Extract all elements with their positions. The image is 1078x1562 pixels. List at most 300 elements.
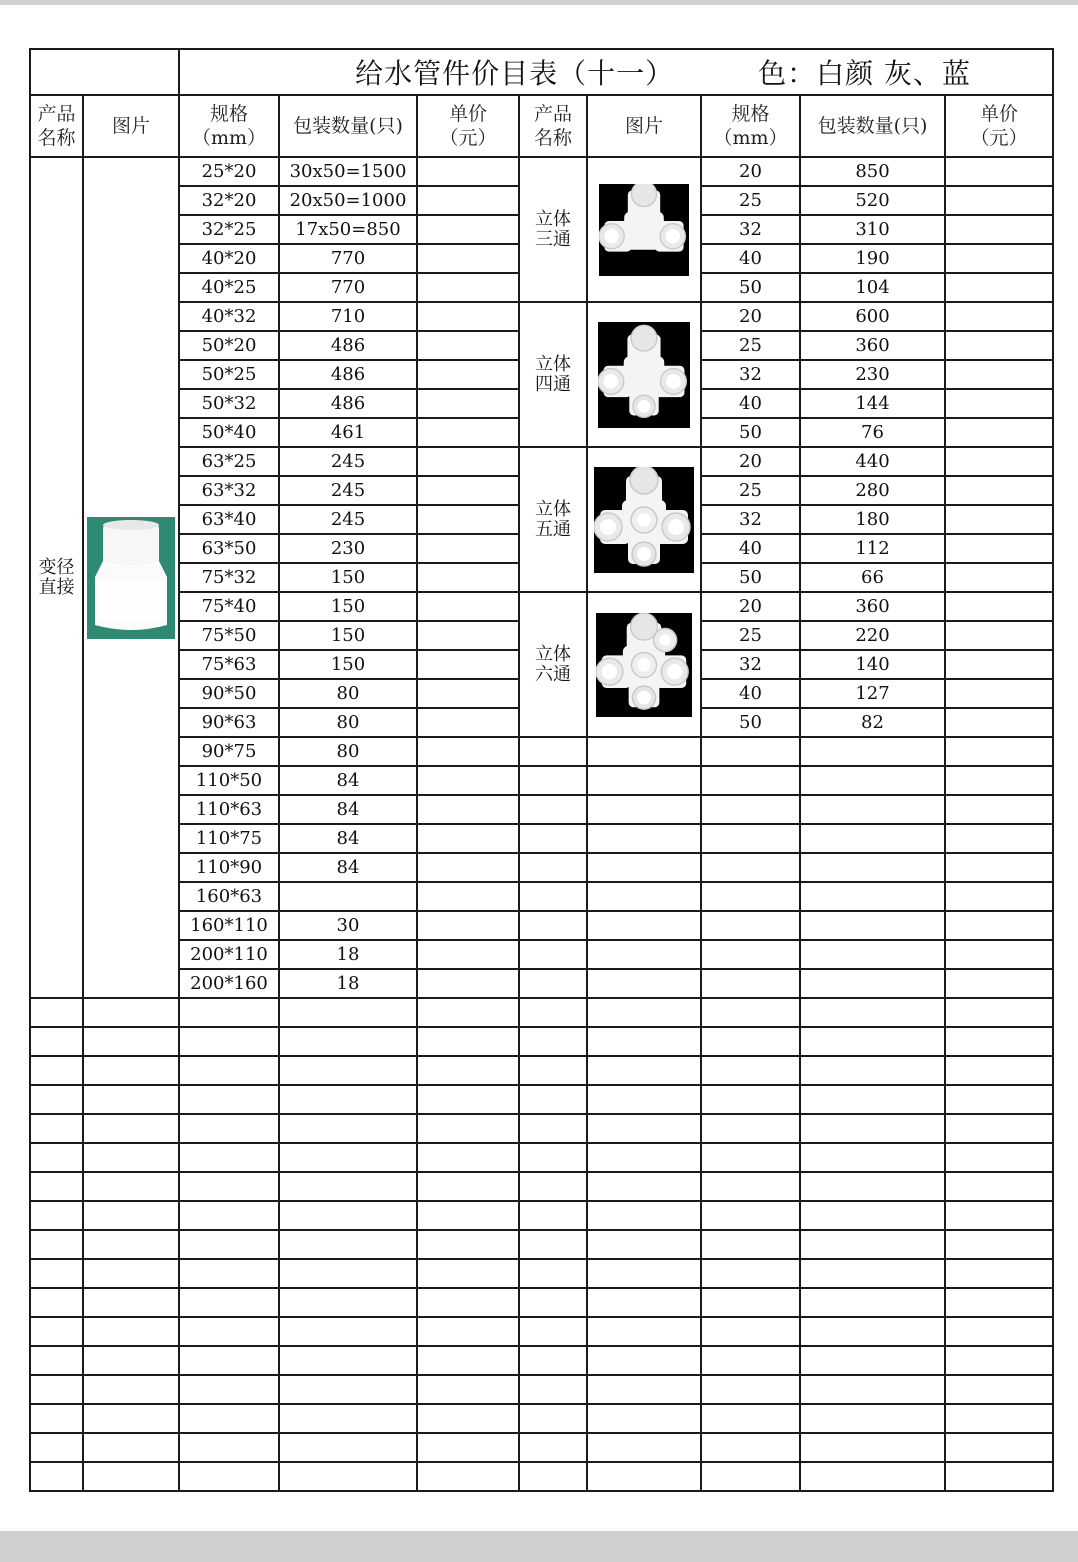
empty-cell: [701, 1056, 800, 1085]
right-spec-cell: 50: [701, 708, 800, 737]
empty-cell: [417, 998, 519, 1027]
right-spec-cell: 25: [701, 476, 800, 505]
empty-cell: [179, 1433, 279, 1462]
3d-tee-photo: [587, 157, 701, 302]
right-qty-cell: 82: [800, 708, 945, 737]
empty-cell: [800, 737, 945, 766]
empty-cell: [30, 1027, 83, 1056]
left-qty-cell: 770: [279, 244, 417, 273]
left-spec-cell: 25*20: [179, 157, 279, 186]
empty-cell: [30, 1346, 83, 1375]
left-qty-cell: 486: [279, 360, 417, 389]
left-qty-cell: 18: [279, 940, 417, 969]
table-row: [30, 592, 1053, 621]
bottom-edge-bar: [0, 1531, 1078, 1562]
empty-cell: [179, 1201, 279, 1230]
empty-cell: [519, 1201, 587, 1230]
empty-cell: [179, 1462, 279, 1491]
empty-row: [30, 1172, 1053, 1201]
empty-cell: [417, 1114, 519, 1143]
left-price-cell: [417, 534, 519, 563]
empty-cell: [945, 1317, 1053, 1346]
empty-cell: [83, 1259, 179, 1288]
left-product-photo-cell: [83, 157, 179, 998]
empty-cell: [587, 1172, 701, 1201]
empty-cell: [587, 998, 701, 1027]
left-price-cell: [417, 186, 519, 215]
left-price-cell: [417, 737, 519, 766]
table-row: [30, 911, 1053, 940]
left-spec-cell: 200*160: [179, 969, 279, 998]
left-spec-cell: 40*32: [179, 302, 279, 331]
empty-cell: [30, 1172, 83, 1201]
left-spec-cell: 50*20: [179, 331, 279, 360]
empty-cell: [800, 1201, 945, 1230]
empty-cell: [279, 1056, 417, 1085]
table-title: 给水管件价目表（十一）: [355, 57, 675, 90]
empty-cell: [179, 1288, 279, 1317]
empty-cell: [701, 1201, 800, 1230]
empty-cell: [945, 1056, 1053, 1085]
empty-cell: [519, 795, 587, 824]
empty-cell: [587, 1085, 701, 1114]
empty-cell: [800, 1143, 945, 1172]
empty-cell: [417, 1056, 519, 1085]
header-left-price: 单价 （元）: [417, 95, 519, 157]
left-qty-cell: 30x50=1500: [279, 157, 417, 186]
empty-cell: [179, 1172, 279, 1201]
left-qty-cell: 84: [279, 824, 417, 853]
empty-cell: [417, 1172, 519, 1201]
empty-cell: [800, 1462, 945, 1491]
left-spec-cell: 63*32: [179, 476, 279, 505]
left-qty-cell: 84: [279, 795, 417, 824]
right-spec-cell: 20: [701, 302, 800, 331]
empty-cell: [417, 1201, 519, 1230]
empty-cell: [519, 1288, 587, 1317]
left-price-cell: [417, 476, 519, 505]
left-price-cell: [417, 418, 519, 447]
empty-cell: [587, 1317, 701, 1346]
right-qty-cell: 112: [800, 534, 945, 563]
empty-cell: [417, 1346, 519, 1375]
right-product-name: 立体 三通: [519, 157, 587, 302]
left-spec-cell: 160*110: [179, 911, 279, 940]
empty-cell: [587, 824, 701, 853]
empty-cell: [30, 1114, 83, 1143]
empty-cell: [945, 1114, 1053, 1143]
right-spec-cell: 32: [701, 360, 800, 389]
empty-cell: [701, 824, 800, 853]
header-right-spec: 规格 （mm）: [701, 95, 800, 157]
empty-cell: [519, 969, 587, 998]
left-spec-cell: 40*25: [179, 273, 279, 302]
empty-cell: [519, 1259, 587, 1288]
empty-cell: [30, 1230, 83, 1259]
right-price-cell: [945, 244, 1053, 273]
empty-cell: [945, 766, 1053, 795]
left-price-cell: [417, 911, 519, 940]
color-label: 色：白颜 灰、蓝: [758, 57, 971, 90]
right-price-cell: [945, 476, 1053, 505]
empty-cell: [83, 1201, 179, 1230]
right-price-cell: [945, 679, 1053, 708]
empty-cell: [701, 1288, 800, 1317]
empty-cell: [279, 1259, 417, 1288]
right-qty-cell: 190: [800, 244, 945, 273]
left-spec-cell: 75*32: [179, 563, 279, 592]
left-qty-cell: 150: [279, 563, 417, 592]
empty-cell: [519, 1085, 587, 1114]
empty-cell: [587, 795, 701, 824]
left-qty-cell: 486: [279, 331, 417, 360]
empty-cell: [800, 998, 945, 1027]
empty-cell: [279, 1027, 417, 1056]
empty-cell: [800, 1259, 945, 1288]
empty-cell: [701, 940, 800, 969]
left-price-cell: [417, 882, 519, 911]
right-spec-cell: 40: [701, 389, 800, 418]
left-qty-cell: 80: [279, 737, 417, 766]
right-qty-cell: 104: [800, 273, 945, 302]
empty-cell: [587, 1056, 701, 1085]
empty-cell: [417, 1230, 519, 1259]
empty-cell: [179, 1143, 279, 1172]
empty-cell: [519, 1114, 587, 1143]
left-qty-cell: 18: [279, 969, 417, 998]
price-table: [29, 48, 1054, 1492]
empty-cell: [701, 1317, 800, 1346]
empty-cell: [179, 1230, 279, 1259]
empty-cell: [800, 853, 945, 882]
right-qty-cell: 360: [800, 331, 945, 360]
right-qty-cell: 76: [800, 418, 945, 447]
right-product-name: 立体 五通: [519, 447, 587, 592]
table-row: [30, 882, 1053, 911]
left-spec-cell: 90*63: [179, 708, 279, 737]
left-price-cell: [417, 563, 519, 592]
empty-cell: [83, 1114, 179, 1143]
left-spec-cell: 32*25: [179, 215, 279, 244]
table-row: [30, 795, 1053, 824]
empty-cell: [701, 1259, 800, 1288]
right-qty-cell: 360: [800, 592, 945, 621]
empty-cell: [519, 882, 587, 911]
empty-cell: [83, 1027, 179, 1056]
left-qty-cell: 710: [279, 302, 417, 331]
empty-cell: [519, 824, 587, 853]
right-price-cell: [945, 592, 1053, 621]
left-spec-cell: 110*63: [179, 795, 279, 824]
empty-cell: [279, 998, 417, 1027]
empty-cell: [945, 1462, 1053, 1491]
left-price-cell: [417, 940, 519, 969]
empty-cell: [279, 1375, 417, 1404]
right-qty-cell: 140: [800, 650, 945, 679]
left-spec-cell: 50*40: [179, 418, 279, 447]
empty-row: [30, 1085, 1053, 1114]
empty-cell: [701, 882, 800, 911]
empty-cell: [587, 1288, 701, 1317]
empty-row: [30, 1346, 1053, 1375]
left-price-cell: [417, 969, 519, 998]
empty-cell: [83, 1462, 179, 1491]
empty-row: [30, 1230, 1053, 1259]
empty-cell: [701, 1114, 800, 1143]
left-spec-cell: 63*50: [179, 534, 279, 563]
empty-cell: [519, 737, 587, 766]
empty-cell: [945, 824, 1053, 853]
empty-cell: [519, 1317, 587, 1346]
empty-cell: [179, 1027, 279, 1056]
empty-cell: [30, 1143, 83, 1172]
left-price-cell: [417, 592, 519, 621]
empty-cell: [279, 1230, 417, 1259]
empty-cell: [519, 1230, 587, 1259]
empty-cell: [587, 766, 701, 795]
right-qty-cell: 127: [800, 679, 945, 708]
title-blank-cell: [30, 49, 179, 95]
empty-cell: [519, 1462, 587, 1491]
empty-cell: [417, 1027, 519, 1056]
left-price-cell: [417, 824, 519, 853]
header-left-spec: 规格 （mm）: [179, 95, 279, 157]
left-spec-cell: 200*110: [179, 940, 279, 969]
empty-row: [30, 1143, 1053, 1172]
empty-cell: [945, 1288, 1053, 1317]
empty-cell: [945, 1143, 1053, 1172]
right-price-cell: [945, 505, 1053, 534]
table-row: [30, 853, 1053, 882]
left-spec-cell: 63*40: [179, 505, 279, 534]
empty-cell: [179, 1375, 279, 1404]
left-price-cell: [417, 795, 519, 824]
left-price-cell: [417, 215, 519, 244]
empty-cell: [945, 1230, 1053, 1259]
empty-cell: [279, 1085, 417, 1114]
table-row: [30, 969, 1053, 998]
right-qty-cell: 144: [800, 389, 945, 418]
table-row: [30, 302, 1053, 331]
empty-cell: [701, 911, 800, 940]
empty-cell: [417, 1433, 519, 1462]
right-spec-cell: 40: [701, 679, 800, 708]
left-qty-cell: 230: [279, 534, 417, 563]
empty-cell: [701, 1462, 800, 1491]
left-spec-cell: 63*25: [179, 447, 279, 476]
empty-cell: [945, 853, 1053, 882]
empty-cell: [945, 911, 1053, 940]
empty-row: [30, 1462, 1053, 1491]
left-price-cell: [417, 505, 519, 534]
left-qty-cell: 245: [279, 505, 417, 534]
empty-cell: [30, 1462, 83, 1491]
empty-cell: [83, 1346, 179, 1375]
empty-cell: [587, 737, 701, 766]
empty-cell: [587, 1462, 701, 1491]
header-left-photo: 图片: [83, 95, 179, 157]
empty-cell: [800, 1433, 945, 1462]
empty-row: [30, 1288, 1053, 1317]
empty-cell: [519, 1433, 587, 1462]
right-spec-cell: 32: [701, 215, 800, 244]
right-spec-cell: 20: [701, 157, 800, 186]
empty-cell: [587, 1433, 701, 1462]
3d-five-way-photo: [587, 447, 701, 592]
left-qty-cell: 150: [279, 621, 417, 650]
empty-cell: [417, 1259, 519, 1288]
empty-cell: [945, 1259, 1053, 1288]
empty-cell: [945, 940, 1053, 969]
empty-cell: [800, 1317, 945, 1346]
empty-cell: [83, 1317, 179, 1346]
empty-cell: [945, 737, 1053, 766]
empty-cell: [83, 1288, 179, 1317]
empty-cell: [30, 1404, 83, 1433]
left-spec-cell: 32*20: [179, 186, 279, 215]
left-price-cell: [417, 157, 519, 186]
empty-cell: [83, 1375, 179, 1404]
empty-cell: [701, 1433, 800, 1462]
right-price-cell: [945, 273, 1053, 302]
empty-row: [30, 1259, 1053, 1288]
header-right-photo: 图片: [587, 95, 701, 157]
empty-cell: [800, 1346, 945, 1375]
empty-cell: [519, 940, 587, 969]
3d-six-way-photo: [587, 592, 701, 737]
left-qty-cell: 20x50=1000: [279, 186, 417, 215]
empty-cell: [701, 766, 800, 795]
empty-cell: [30, 1201, 83, 1230]
left-price-cell: [417, 766, 519, 795]
right-price-cell: [945, 418, 1053, 447]
empty-cell: [179, 1346, 279, 1375]
empty-cell: [587, 969, 701, 998]
empty-cell: [179, 1114, 279, 1143]
left-price-cell: [417, 302, 519, 331]
left-spec-cell: 110*50: [179, 766, 279, 795]
left-spec-cell: 40*20: [179, 244, 279, 273]
empty-cell: [587, 1375, 701, 1404]
empty-cell: [279, 1143, 417, 1172]
empty-cell: [701, 1346, 800, 1375]
empty-cell: [587, 1230, 701, 1259]
empty-cell: [83, 1433, 179, 1462]
right-price-cell: [945, 563, 1053, 592]
empty-cell: [83, 1230, 179, 1259]
right-qty-cell: 66: [800, 563, 945, 592]
left-qty-cell: 245: [279, 447, 417, 476]
empty-cell: [945, 882, 1053, 911]
empty-cell: [279, 1201, 417, 1230]
empty-cell: [701, 1085, 800, 1114]
empty-cell: [179, 1085, 279, 1114]
empty-cell: [587, 911, 701, 940]
empty-cell: [30, 1317, 83, 1346]
left-price-cell: [417, 447, 519, 476]
empty-cell: [519, 1375, 587, 1404]
empty-cell: [800, 1288, 945, 1317]
right-qty-cell: 220: [800, 621, 945, 650]
left-spec-cell: 50*32: [179, 389, 279, 418]
empty-cell: [179, 1404, 279, 1433]
left-spec-cell: 75*50: [179, 621, 279, 650]
right-price-cell: [945, 186, 1053, 215]
header-left-qty: 包装数量(只): [279, 95, 417, 157]
left-spec-cell: 90*75: [179, 737, 279, 766]
empty-cell: [519, 1404, 587, 1433]
empty-row: [30, 1027, 1053, 1056]
right-spec-cell: 32: [701, 650, 800, 679]
empty-cell: [30, 1375, 83, 1404]
left-qty-cell: 30: [279, 911, 417, 940]
empty-cell: [417, 1317, 519, 1346]
empty-cell: [279, 1462, 417, 1491]
empty-cell: [800, 1172, 945, 1201]
title-row: [30, 49, 1053, 95]
empty-cell: [83, 1143, 179, 1172]
left-qty-cell: 84: [279, 766, 417, 795]
empty-cell: [701, 1404, 800, 1433]
empty-cell: [279, 1288, 417, 1317]
empty-cell: [945, 795, 1053, 824]
empty-cell: [800, 969, 945, 998]
empty-cell: [800, 911, 945, 940]
empty-cell: [519, 998, 587, 1027]
left-price-cell: [417, 853, 519, 882]
empty-cell: [179, 1056, 279, 1085]
empty-cell: [587, 1259, 701, 1288]
empty-cell: [587, 940, 701, 969]
empty-cell: [519, 1027, 587, 1056]
empty-cell: [800, 766, 945, 795]
left-qty-cell: 150: [279, 650, 417, 679]
left-price-cell: [417, 273, 519, 302]
empty-cell: [587, 1143, 701, 1172]
empty-cell: [701, 998, 800, 1027]
right-price-cell: [945, 708, 1053, 737]
empty-row: [30, 998, 1053, 1027]
empty-cell: [587, 1201, 701, 1230]
empty-cell: [30, 1288, 83, 1317]
empty-cell: [179, 1317, 279, 1346]
empty-row: [30, 1056, 1053, 1085]
right-price-cell: [945, 331, 1053, 360]
right-spec-cell: 40: [701, 534, 800, 563]
left-spec-cell: 75*40: [179, 592, 279, 621]
empty-cell: [701, 1230, 800, 1259]
right-qty-cell: 520: [800, 186, 945, 215]
right-spec-cell: 20: [701, 447, 800, 476]
empty-cell: [83, 998, 179, 1027]
empty-cell: [800, 1114, 945, 1143]
left-qty-cell: 84: [279, 853, 417, 882]
right-qty-cell: 850: [800, 157, 945, 186]
empty-cell: [30, 998, 83, 1027]
empty-cell: [417, 1085, 519, 1114]
header-row: [30, 95, 1053, 157]
empty-cell: [800, 1056, 945, 1085]
empty-cell: [945, 1085, 1053, 1114]
empty-cell: [519, 1056, 587, 1085]
right-spec-cell: 25: [701, 186, 800, 215]
3d-cross-photo: [587, 302, 701, 447]
empty-cell: [587, 882, 701, 911]
left-qty-cell: 80: [279, 708, 417, 737]
empty-cell: [800, 1027, 945, 1056]
right-qty-cell: 180: [800, 505, 945, 534]
right-price-cell: [945, 621, 1053, 650]
